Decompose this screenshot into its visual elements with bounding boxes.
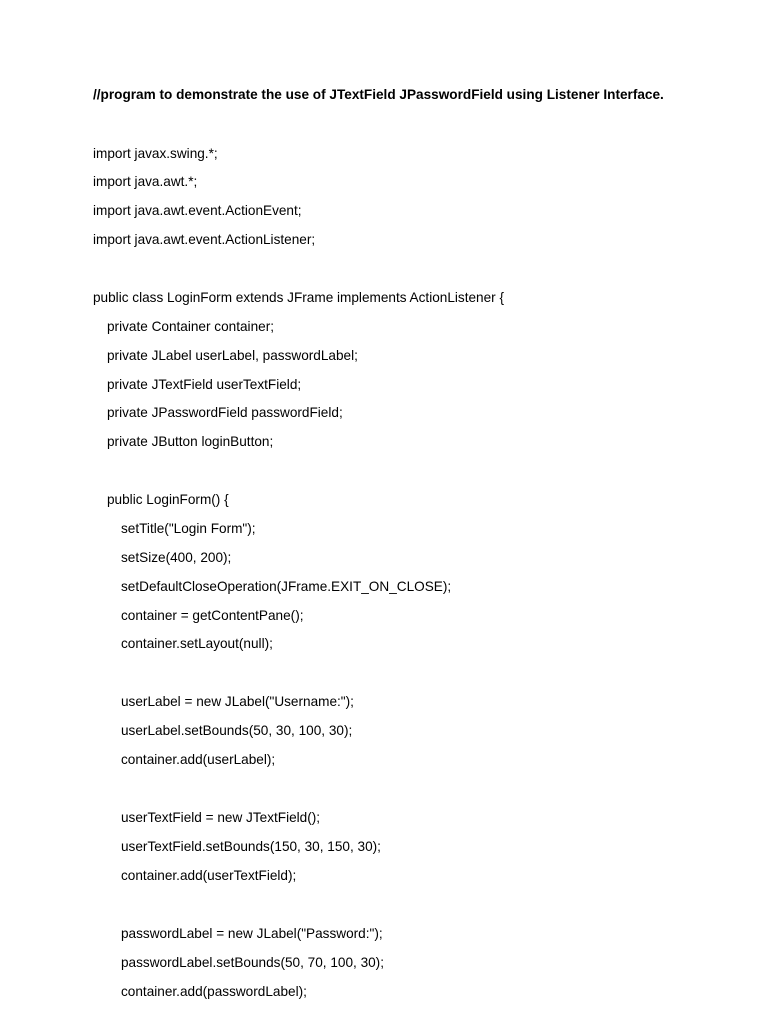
import-line: import javax.swing.*; — [93, 146, 218, 161]
code-line: container.add(passwordLabel); — [121, 984, 307, 999]
constructor-declaration: public LoginForm() { — [107, 492, 229, 507]
code-line: container.setLayout(null); — [121, 636, 273, 651]
code-line: userTextField = new JTextField(); — [121, 810, 321, 825]
document-heading: //program to demonstrate the use of JTextField JPasswordField using Listener Interface. — [93, 87, 664, 102]
code-line: setDefaultCloseOperation(JFrame.EXIT_ON_CLOSE); — [121, 579, 452, 594]
class-declaration: public class LoginForm extends JFrame implements ActionListener { — [93, 290, 505, 305]
import-line: import java.awt.*; — [93, 174, 198, 189]
code-line: setTitle("Login Form"); — [121, 521, 256, 536]
code-line: container.add(userTextField); — [121, 868, 297, 883]
field-line: private JTextField userTextField; — [107, 377, 302, 392]
code-line: passwordLabel.setBounds(50, 70, 100, 30); — [121, 955, 384, 970]
code-line: userTextField.setBounds(150, 30, 150, 30); — [121, 839, 381, 854]
code-line: userLabel = new JLabel("Username:"); — [121, 694, 354, 709]
code-line: setSize(400, 200); — [121, 550, 232, 565]
code-line: container.add(userLabel); — [121, 752, 276, 767]
import-line: import java.awt.event.ActionEvent; — [93, 203, 302, 218]
code-line: passwordLabel = new JLabel("Password:"); — [121, 926, 383, 941]
field-line: private Container container; — [107, 319, 274, 334]
import-line: import java.awt.event.ActionListener; — [93, 232, 316, 247]
field-line: private JButton loginButton; — [107, 434, 274, 449]
field-line: private JLabel userLabel, passwordLabel; — [107, 348, 358, 363]
field-line: private JPasswordField passwordField; — [107, 405, 343, 420]
code-line: userLabel.setBounds(50, 30, 100, 30); — [121, 723, 353, 738]
code-line: container = getContentPane(); — [121, 608, 304, 623]
